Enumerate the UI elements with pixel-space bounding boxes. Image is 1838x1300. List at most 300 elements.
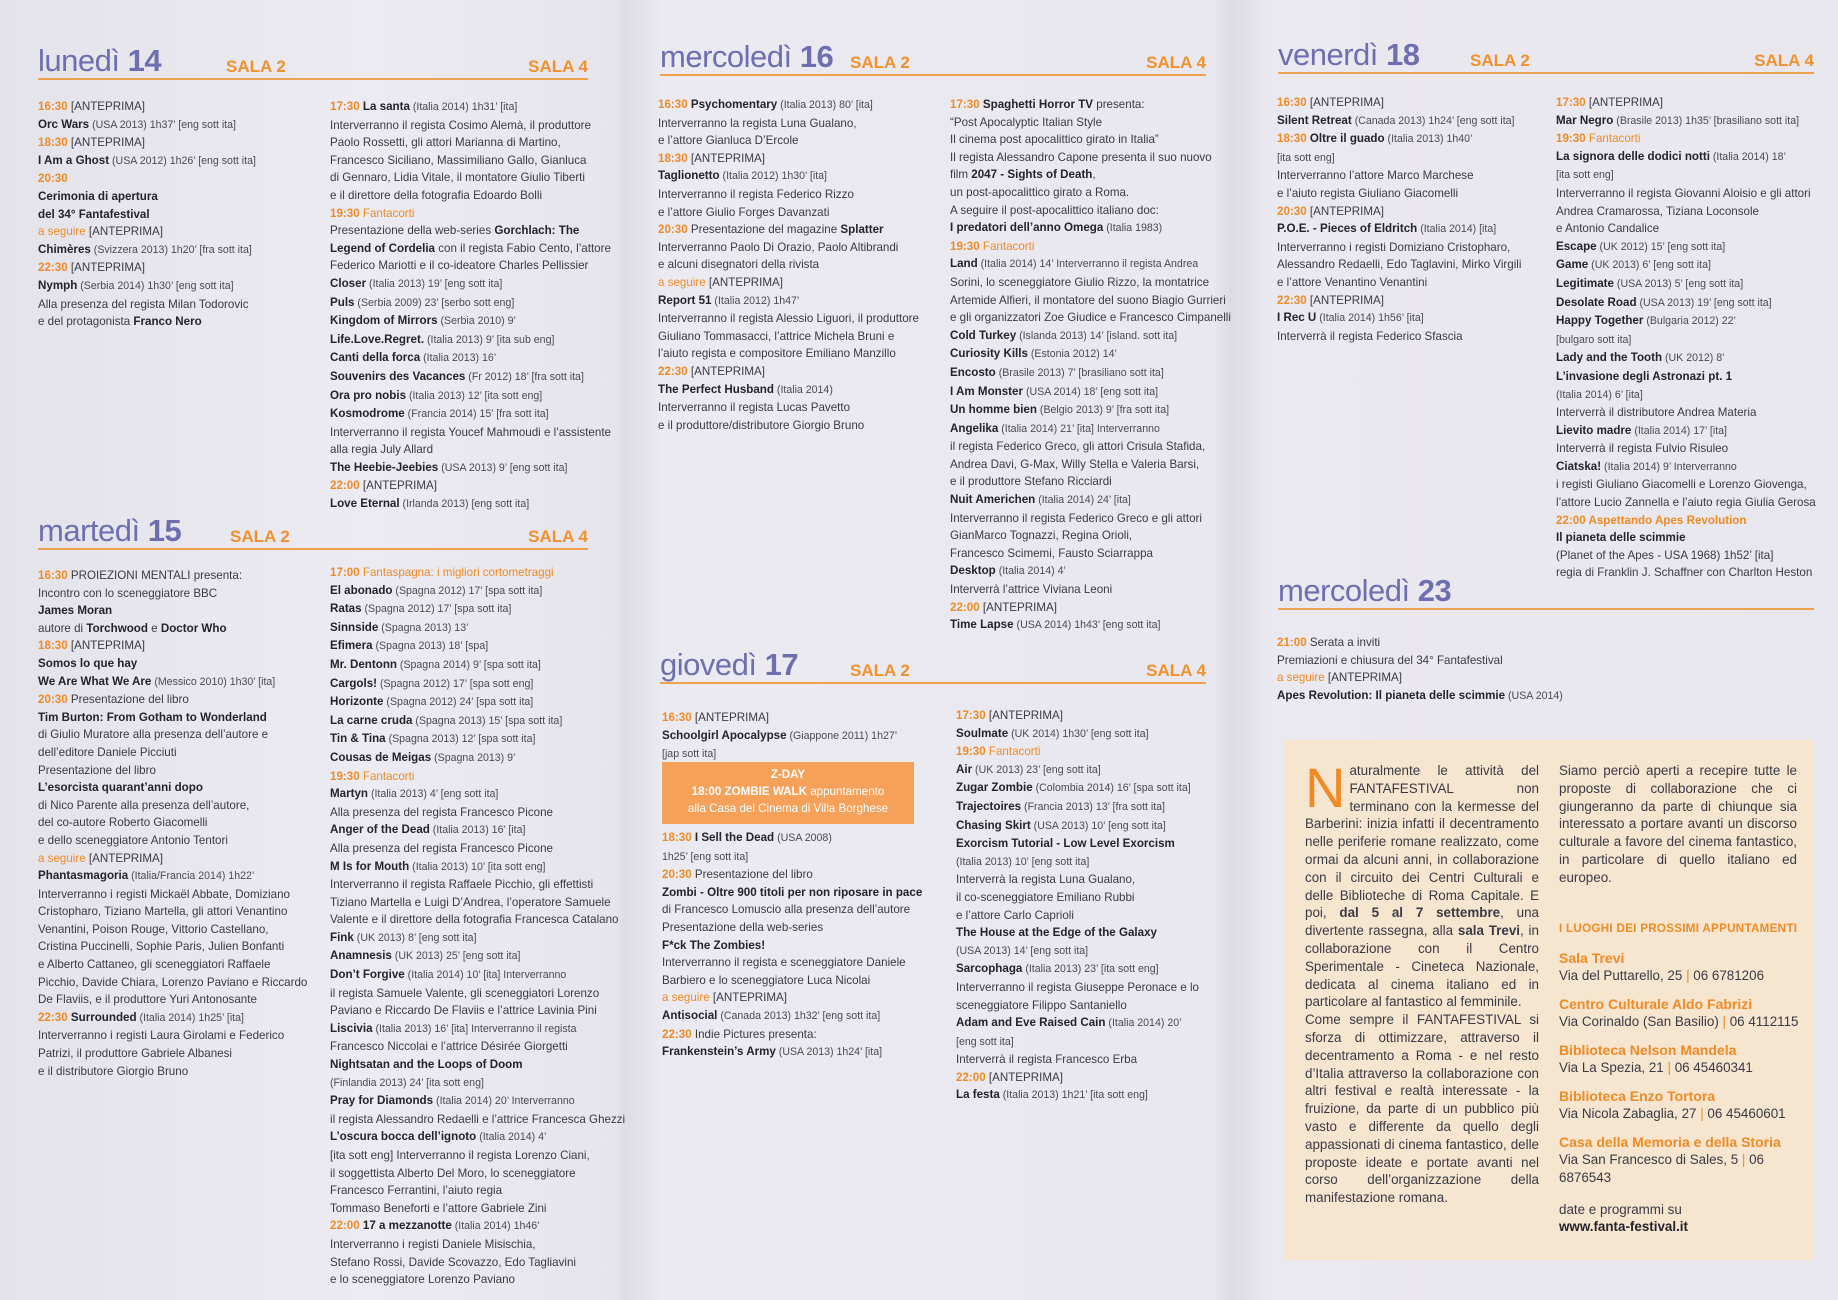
detail-text: (Serbia 2010) 9’: [437, 315, 516, 328]
detail-text: Interverranno il regista Giovanni Aloisio e gli attori: [1556, 186, 1811, 200]
detail-text: (Italia 2014) 14’ Interverranno il regista Andrea: [977, 258, 1199, 271]
detail-text: e dello sceneggiatore Antonio Tentori: [38, 833, 228, 847]
schedule-line: [1556, 331, 1836, 350]
detail-text: (Italia 2013) 1h40’: [1384, 133, 1473, 146]
schedule-line: [38, 1063, 318, 1081]
detail-text: [ANTEPRIMA]: [1324, 671, 1403, 685]
title-text: Desktop: [950, 564, 996, 578]
schedule-line: [1556, 166, 1836, 185]
detail-text: (UK 2014) 1h30’ [eng sott ita]: [1008, 727, 1149, 740]
schedule-line: [38, 188, 318, 206]
schedule-line: [330, 312, 620, 331]
schedule-line: [1556, 529, 1836, 547]
title-text: Chimères: [38, 242, 91, 256]
title-text: Canti della forca: [330, 351, 421, 365]
title-text: I predatori dell’anno Omega: [950, 221, 1104, 235]
schedule-line: [1277, 292, 1547, 310]
detail-text: Interverranno il regista Federico Rizzo: [658, 187, 854, 201]
schedule-line: [330, 1147, 620, 1165]
schedule-line: [1556, 368, 1836, 386]
detail-text: e: [147, 621, 161, 635]
title-text: El abonado: [330, 583, 393, 597]
detail-text: e l’attore Gianluca D’Ercole: [658, 134, 799, 148]
detail-text: (Italia/Francia 2014) 1h22’: [128, 870, 255, 883]
schedule-line: [658, 204, 938, 222]
schedule-line: [330, 441, 620, 459]
schedule-line: [956, 1069, 1246, 1087]
schedule-line: [330, 1182, 620, 1200]
title-text: Doctor Who: [160, 621, 227, 635]
schedule-line: [38, 762, 318, 780]
detail-text: (Finlandia 2013) 24’ [ita sott eng]: [330, 1076, 484, 1089]
schedule-line: [38, 744, 318, 762]
schedule-line: [1556, 404, 1836, 422]
detail-text: (Colombia 2014) 16’ [spa sott ita]: [1032, 782, 1191, 795]
website-block: [1559, 1201, 1799, 1234]
schedule-line: [956, 942, 1246, 961]
title-text: 2047 - Sights of Death: [971, 168, 1093, 182]
schedule-martedi-sala-2: [38, 567, 318, 1080]
schedule-line: [1556, 185, 1836, 203]
title-text: Apes Revolution: Il pianeta delle scimmie: [1277, 688, 1506, 702]
detail-text: ,: [1092, 168, 1096, 182]
schedule-line: [330, 152, 620, 170]
detail-text: (Italia 2014) 18’: [1709, 150, 1786, 163]
detail-text: Interverrà la regista Luna Gualano,: [956, 873, 1136, 887]
schedule-line: [658, 256, 938, 274]
schedule-line: [38, 116, 318, 135]
title-text: We Are What We Are: [38, 674, 152, 688]
schedule-line: [662, 972, 952, 990]
detail-text: Stefano Rossi, Davide Scovazzo, Edo Tagliavini: [330, 1255, 576, 1269]
schedule-line: [658, 417, 938, 435]
detail-text: Interverranno l’attore Marco Marchese: [1277, 169, 1474, 183]
detail-text: i registi Giuliano Giacomelli e Lorenzo Giovenga,: [1556, 478, 1807, 492]
time-label: 16:30: [38, 569, 68, 582]
schedule-line: [662, 954, 952, 972]
detail-text: e l’aiuto regista Giuliano Giacomelli: [1277, 186, 1459, 200]
schedule-line: [38, 170, 318, 188]
schedule-line: [950, 383, 1240, 402]
schedule-line: [38, 296, 318, 314]
title-text: Happy Together: [1556, 314, 1644, 328]
detail-text: Interverrà l’attrice Viviana Leoni: [950, 583, 1113, 597]
schedule-line: [662, 866, 952, 884]
schedule-line: [1556, 275, 1836, 294]
detail-text: (Spagna 2012) 17’ [spa sott ita]: [361, 603, 512, 616]
schedule-line: [1277, 328, 1547, 346]
schedule-line: [330, 600, 620, 619]
schedule-line: [38, 673, 318, 692]
room-label-b: SALA 4: [1146, 661, 1206, 680]
schedule-line: [950, 238, 1240, 256]
detail-text: (Italia 2014) 1h31’ [ita]: [409, 101, 518, 113]
schedule-line: [950, 309, 1240, 327]
detail-text: Aspettando Apes Revolution: [1585, 513, 1747, 527]
venue-name: Sala Trevi: [1559, 950, 1625, 966]
time-label: 17:00: [330, 566, 360, 579]
time-label: 20:30: [662, 868, 692, 882]
title-text: Legend of Cordelia: [330, 241, 435, 255]
detail-text: Interverranno il regista Raffaele Picchio, gli effettisti: [330, 878, 594, 892]
room-label-b: SALA 4: [528, 527, 588, 546]
detail-text: (Italia 2014) 17’ [ita]: [1631, 424, 1727, 437]
room-label-b: SALA 4: [1146, 53, 1206, 72]
detail-text: il co-sceneggiatore Emiliano Rubbi: [956, 890, 1135, 904]
schedule-line: [1556, 256, 1836, 275]
schedule-line: [950, 292, 1240, 310]
detail-text: Il cinema post apocalittico girato in Italia”: [950, 133, 1159, 147]
schedule-line: [330, 134, 620, 152]
detail-text: (Italia 2013) 9’ [ita sub eng]: [424, 333, 555, 346]
detail-text: (USA 2014) 18’ [eng sott ita]: [1023, 385, 1159, 398]
venue-name: Biblioteca Nelson Mandela: [1559, 1042, 1737, 1058]
detail-text: e del protagonista: [38, 315, 134, 329]
detail-text: e Alberto Cattaneo, gli sceneggiatori Raffaele: [38, 958, 271, 972]
schedule-line: [658, 167, 938, 186]
schedule-mercoledi16-sala-2: [658, 96, 938, 434]
title-text: I Sell the Dead: [691, 831, 775, 844]
title-text: Mr. Dentonn: [330, 657, 397, 671]
schedule-line: [950, 616, 1240, 635]
venue-item: [1559, 949, 1799, 985]
detail-text: (USA 2013) 19’ [eng sott ita]: [1636, 296, 1772, 309]
drop-cap: N: [1305, 756, 1346, 819]
venue-name: Biblioteca Enzo Tortora: [1559, 1088, 1716, 1104]
title-text: Lievito madre: [1556, 423, 1632, 437]
schedule-line: [1556, 547, 1836, 565]
detail-text: Presentazione del libro: [38, 763, 156, 777]
detail-text: Alla presenza del regista Francesco Picone: [330, 841, 553, 855]
detail-text: Interverranno il regista Youcef Mahmoudi e l’assistente: [330, 425, 611, 439]
detail-text: (Italia 2014) 1h25’ [ita]: [136, 1011, 244, 1024]
schedule-line: [662, 745, 942, 764]
schedule-line: [950, 401, 1240, 420]
time-label: 18:30: [38, 136, 68, 150]
detail-text: [ANTEPRIMA]: [1585, 96, 1663, 109]
detail-text: (Estonia 2012) 14’: [1027, 348, 1117, 361]
schedule-line: [330, 675, 620, 694]
venue-item: [1559, 995, 1799, 1031]
detail-text: alla regia July Allard: [330, 443, 434, 457]
detail-text: (UK 2012) 8’: [1662, 352, 1725, 365]
title-text: Soulmate: [956, 726, 1009, 740]
schedule-line: [658, 132, 938, 150]
detail-text: (Canada 2013) 1h32’ [eng sott ita]: [717, 1009, 881, 1022]
time-label: 18:30: [38, 639, 68, 653]
detail-text: Fantaspagna: i migliori cortometraggi: [359, 566, 554, 579]
time-label: 19:30: [330, 206, 360, 220]
title-text: Ora pro nobis: [330, 388, 407, 402]
schedule-line: [38, 797, 318, 815]
day-title: lunedì 14: [38, 43, 162, 78]
schedule-line: [330, 222, 620, 240]
detail-text: (Belgio 2013) 9’ [fra sott ita]: [1036, 404, 1170, 417]
schedule-line: [330, 294, 620, 313]
detail-text: GianMarco Tognazzi, Regina Orioli,: [950, 529, 1133, 543]
schedule-line: [330, 205, 620, 223]
schedule-line: [330, 477, 620, 495]
schedule-line: [1556, 94, 1836, 112]
detail-text: Tommaso Beneforti e l’attore Gabriele Zini: [330, 1201, 547, 1215]
title-text: Sarcophaga: [956, 962, 1023, 976]
detail-text: regia di Franklin J. Schaffner con Charlton Heston: [1556, 566, 1813, 580]
title-text: Angelika: [950, 421, 999, 435]
schedule-line: [956, 1014, 1246, 1033]
schedule-line: [38, 850, 318, 868]
detail-text: [ANTEPRIMA]: [1306, 293, 1384, 307]
detail-text: (USA 2013) 1h37’ [eng sott ita]: [89, 118, 236, 131]
schedule-line: [330, 1271, 620, 1289]
detail-text: e alcuni disegnatori della rivista: [658, 258, 820, 272]
detail-text: e il produttore Stefano Ricciardi: [950, 475, 1112, 489]
schedule-line: [662, 1026, 952, 1044]
detail-text: (Fr 2012) 18’ [fra sott ita]: [465, 370, 584, 383]
schedule-mercoledi23: [1277, 634, 1697, 705]
schedule-line: [38, 726, 318, 744]
detail-text: il regista Samuele Valente, gli sceneggiatori Lorenzo: [330, 986, 600, 1000]
detail-text: (USA 2013) 10’ [eng sott ita]: [1030, 819, 1166, 832]
detail-text: [ANTEPRIMA]: [979, 600, 1057, 614]
schedule-line: [1277, 256, 1547, 274]
detail-text: (Spagna 2013) 18’ [spa]: [372, 640, 489, 653]
schedule-line: [330, 1002, 620, 1020]
detail-text: (Italia 2013) 16’ [ita]: [429, 824, 526, 837]
schedule-line: [1277, 149, 1547, 168]
schedule-line: [330, 966, 620, 985]
time-label: 16:30: [658, 98, 688, 111]
detail-text: film: [950, 168, 972, 182]
detail-text: Interverranno il regista Giuseppe Peronace e lo: [956, 980, 1199, 994]
title-text: del 34° Fantafestival: [38, 207, 150, 221]
detail-text: (Francia 2014) 15’ [fra sott ita]: [404, 408, 549, 421]
schedule-line: [950, 96, 1240, 114]
schedule-line: [330, 117, 620, 135]
title-text: Report 51: [658, 293, 712, 307]
detail-text: Indie Pictures presenta:: [691, 1027, 817, 1041]
schedule-line: [38, 886, 318, 904]
schedule-line: [330, 876, 620, 894]
detail-text: [ANTEPRIMA]: [67, 100, 145, 113]
title-text: Pray for Diamonds: [330, 1094, 434, 1108]
detail-text: [ANTEPRIMA]: [85, 225, 164, 239]
detail-text: il regista Alessandro Redaelli e l’attrice Francesca Ghezzi: [330, 1112, 626, 1126]
venue-name: Centro Culturale Aldo Fabrizi: [1559, 996, 1753, 1012]
schedule-line: [956, 798, 1246, 817]
detail-text: (Italia 2013) 23’ [ita sott eng]: [1022, 963, 1159, 976]
schedule-line: [330, 275, 620, 294]
schedule-line: [330, 693, 620, 712]
title-text: Surrounded: [67, 1010, 137, 1024]
schedule-line: [658, 292, 938, 311]
time-label: 22:30: [1277, 293, 1307, 307]
venues-list: [1559, 922, 1799, 1234]
schedule-line: [38, 206, 318, 224]
title-text: Taglionetto: [658, 169, 720, 183]
schedule-line: [330, 1128, 620, 1147]
title-text: Desolate Road: [1556, 295, 1637, 309]
detail-text: (Islanda 2013) 14’ [island. sott ita]: [1016, 329, 1178, 342]
time-label: 22:00: [1556, 513, 1586, 527]
title-text: I Am a Ghost: [38, 153, 110, 167]
room-label-a: SALA 2: [1470, 51, 1530, 70]
schedule-line: [330, 749, 620, 768]
schedule-line: [330, 894, 620, 912]
detail-text: (Spagna 2014) 9’ [spa sott ita]: [396, 658, 541, 671]
detail-text: 1h25’ [eng sott ita]: [662, 850, 749, 863]
room-label-a: SALA 2: [850, 53, 910, 72]
detail-text: Interverranno i registi Daniele Misischia,: [330, 1237, 536, 1251]
schedule-line: [1556, 294, 1836, 313]
detail-text: Interverranno i registi Laura Girolami e Federico: [38, 1029, 285, 1043]
schedule-line: [330, 495, 620, 514]
schedule-line: [950, 166, 1240, 184]
zombie-walk-line1: 18:00 ZOMBIE WALK appuntamento: [691, 785, 885, 798]
title-text: Nightsatan and the Loops of Doom: [330, 1058, 523, 1072]
detail-text: [ANTEPRIMA]: [705, 275, 784, 289]
title-text: P.O.E. - Pieces of Eldritch: [1277, 222, 1418, 236]
detail-text: [ita sott eng]: [1277, 151, 1335, 164]
day-header-giovedi-17: [660, 647, 1206, 684]
title-text: Land: [950, 257, 978, 271]
title-text: Game: [1556, 258, 1589, 272]
time-label: 20:30: [1277, 204, 1307, 218]
schedule-line: [950, 345, 1240, 364]
title-text: Nymph: [38, 278, 78, 292]
schedule-line: [38, 223, 318, 241]
detail-text: (UK 2013) 6’ [eng sott ita]: [1588, 259, 1711, 272]
schedule-line: [38, 259, 318, 277]
venues-title: I LUOGHI DEI PROSSIMI APPUNTAMENTI: [1559, 922, 1798, 935]
detail-text: (USA 2014) 1h43’ [eng sott ita]: [1013, 619, 1161, 632]
venue-address: Via del Puttarello, 25 | 06 6781206: [1559, 968, 1765, 983]
detail-text: (USA 2012) 1h26’ [eng sott ita]: [109, 154, 256, 167]
schedule-line: [330, 98, 620, 117]
detail-text: (Italia 2014) 20’: [1105, 1017, 1182, 1030]
detail-text: (UK 2013) 23’ [eng sott ita]: [972, 763, 1101, 776]
detail-text: (Irlanda 2013) [eng sott ita]: [399, 498, 530, 511]
title-text: Oltre il guado: [1306, 132, 1385, 146]
schedule-line: [330, 768, 620, 786]
schedule-venerdi-sala-4: [1556, 94, 1836, 582]
detail-text: [bulgaro sott ita]: [1556, 333, 1632, 346]
schedule-line: [330, 1254, 620, 1272]
schedule-line: [330, 730, 620, 749]
schedule-line: [38, 903, 318, 921]
detail-text: Picchio, Davide Chiara, Lorenzo Paviano e Riccardo: [38, 975, 308, 989]
schedule-line: [662, 709, 942, 727]
day-header-mercoledi-16: [660, 39, 1206, 76]
detail-text: (Italia 2014) 24’ [ita]: [1035, 494, 1131, 507]
detail-text: Fantacorti: [979, 239, 1035, 253]
title-text: I Am Monster: [950, 384, 1024, 398]
time-label: 21:00: [1277, 636, 1307, 649]
schedule-line: [1556, 220, 1836, 238]
schedule-line: [1556, 458, 1836, 477]
detail-text: (Italia 2014) 20’ Interverranno: [433, 1095, 575, 1108]
schedule-line: [956, 889, 1246, 907]
schedule-line: [330, 331, 620, 350]
schedule-line: [956, 853, 1246, 872]
detail-text: Interverrà il distributore Andrea Materia: [1556, 406, 1757, 420]
schedule-line: [330, 564, 620, 582]
website-link[interactable]: www.fanta-festival.it: [1559, 1219, 1688, 1234]
schedule-line: [38, 709, 318, 727]
time-label: 17:30: [1556, 96, 1586, 109]
title-text: The Perfect Husband: [658, 382, 774, 396]
detail-text: a seguire: [1277, 671, 1325, 685]
schedule-line: [38, 1009, 318, 1028]
title-text: The Heebie-Jeebies: [330, 460, 439, 474]
title-text: La festa: [956, 1088, 1000, 1102]
detail-text: [eng sott ita]: [956, 1035, 1014, 1048]
schedule-giovedi-sala-2-part2: [662, 829, 952, 1062]
detail-text: sceneggiatore Filippo Santaniello: [956, 998, 1127, 1012]
venue-name: Casa della Memoria e della Storia: [1559, 1134, 1781, 1150]
schedule-line: [38, 832, 318, 850]
schedule-line: [38, 585, 318, 603]
detail-text: Artemide Alfieri, il montatore del suono Biagio Gurrieri: [950, 293, 1226, 307]
title-text: Sinnside: [330, 620, 379, 634]
day-title: venerdì 18: [1278, 37, 1420, 72]
detail-text: Presentazione del magazine: [687, 223, 841, 237]
title-text: L’esorcista quarant’anni dopo: [38, 781, 203, 795]
day-title: mercoledì 16: [660, 39, 834, 74]
schedule-line: [1556, 512, 1836, 530]
schedule-venerdi-sala-2: [1277, 94, 1547, 345]
detail-text: Alla presenza del regista Francesco Picone: [330, 805, 553, 819]
detail-text: Incontro con lo sceneggiatore BBC: [38, 586, 218, 600]
title-text: Horizonte: [330, 695, 384, 709]
schedule-line: [662, 919, 952, 937]
detail-text: a seguire: [38, 851, 86, 865]
detail-text: il regista Federico Greco, gli attori Crisula Stafida,: [950, 440, 1206, 454]
schedule-line: [330, 947, 620, 966]
schedule-line: [330, 368, 620, 387]
detail-text: (USA 2013) 14’ [eng sott ita]: [956, 944, 1089, 957]
detail-text: [ANTEPRIMA]: [985, 709, 1063, 722]
detail-text: (Canada 2013) 1h24’ [eng sott ita]: [1351, 114, 1515, 127]
schedule-line: [330, 1092, 620, 1111]
schedule-line: [658, 274, 938, 292]
detail-text: (Messico 2010) 1h30’ [ita]: [151, 675, 276, 688]
schedule-line: [330, 1056, 620, 1074]
detail-text: (Italia 2014): [773, 383, 833, 396]
title-text: Zombi - Oltre 900 titoli per non riposare in pace: [662, 885, 923, 899]
detail-text: (Italia 2013) 16’ [ita] Interverranno il regista: [372, 1022, 577, 1035]
detail-text: dell’editore Daniele Picciuti: [38, 745, 177, 759]
schedule-line: [38, 152, 318, 171]
schedule-line: [330, 712, 620, 731]
schedule-line: [950, 420, 1240, 439]
schedule-line: [1277, 203, 1547, 221]
day-title: martedì 15: [38, 513, 182, 548]
detail-text: il soggettista Alberto Del Moro, lo sceneggiatore: [330, 1166, 576, 1180]
schedule-line: [330, 187, 620, 205]
time-label: 22:30: [38, 1010, 68, 1024]
schedule-line: [1556, 112, 1836, 131]
day-header-lunedi-14: [38, 43, 588, 80]
schedule-line: [1556, 349, 1836, 368]
detail-text: Paolo Rossetti, gli attori Marianna di Martino,: [330, 136, 561, 150]
schedule-line: [330, 1165, 620, 1183]
detail-text: (Brasile 2013) 1h35’ [brasiliano sott ita]: [1613, 114, 1800, 127]
detail-text: Cristopharo, Tiziano Martella, gli attori Venantino: [38, 905, 288, 919]
detail-text: Interverranno il regista e sceneggiatore Daniele: [662, 956, 906, 970]
schedule-line: [330, 1074, 620, 1093]
title-text: Life.Love.Regret.: [330, 332, 425, 346]
schedule-giovedi-sala-4: [956, 707, 1246, 1105]
